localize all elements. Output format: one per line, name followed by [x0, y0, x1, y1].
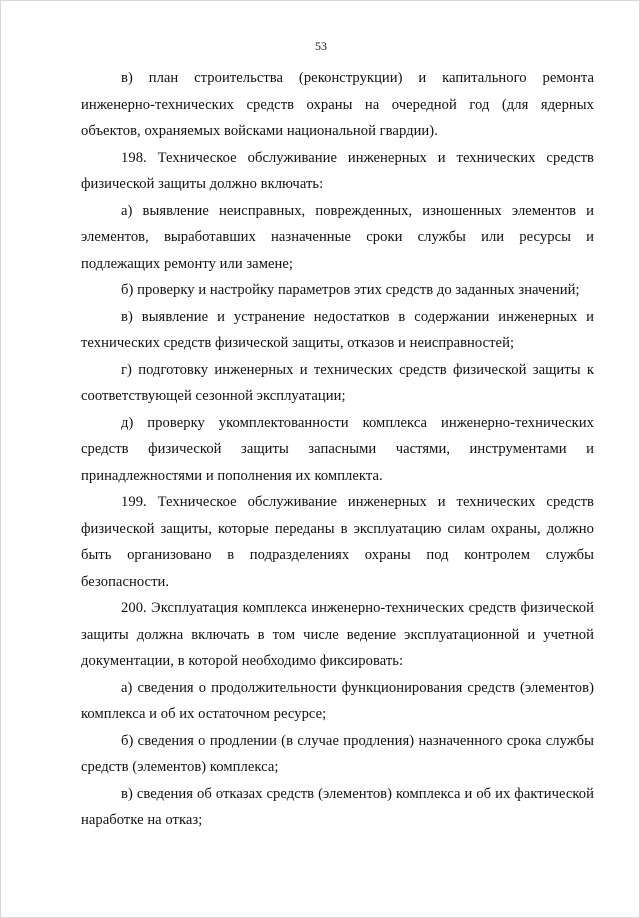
paragraph-198-a: а) выявление неисправных, поврежденных, изношенных элементов и элементов, выработавших назначенные сроки службы или ресурсы и подлежащих ремонту или замене; [81, 202, 594, 272]
paragraph-200-v: в) сведения об отказах средств (элементов) комплекса и об их фактической наработке на отказ; [81, 785, 594, 828]
paragraph-plan-construction: в) план строительства (реконструкции) и капитального ремонта инженерно-технических средств охраны на очередной год (для ядерных объектов, охраняемых войсками национальной гвардии). [81, 70, 594, 139]
paragraph-200-b: б) сведения о продлении (в случае продления) назначенного срока службы средств (элементов) комплекса; [81, 732, 594, 775]
page-number: 53 [315, 39, 327, 53]
paragraph-199: 199. Техническое обслуживание инженерных и технических средств физической защиты, которые переданы в эксплуатацию силам охраны, должно быть организовано в подразделениях охраны под контролем службы безопасности. [81, 494, 594, 590]
paragraph-200: 200. Эксплуатация комплекса инженерно-технических средств физической защиты должна включать в том числе ведение эксплуатационной и учетной документации, в которой необходимо фиксировать: [81, 600, 594, 669]
paragraph-198-v: в) выявление и устранение недостатков в содержании инженерных и технических средств физической защиты, отказов и неисправностей; [81, 308, 594, 351]
paragraph-198: 198. Техническое обслуживание инженерных и технических средств физической защиты должно включать: [81, 149, 594, 192]
paragraph-198-b: б) проверку и настройку параметров этих средств до заданных значений; [121, 282, 580, 298]
paragraph-200-a: а) сведения о продолжительности функционирования средств (элементов) комплекса и об их остаточном ресурсе; [81, 679, 594, 722]
paragraph-198-d: д) проверку укомплектованности комплекса инженерно-технических средств физической защиты запасными частями, инструментами и принадлежностями и пополнения их комплекта. [81, 414, 594, 484]
paragraph-198-g: г) подготовку инженерных и технических средств физической защиты к соответствующей сезонной эксплуатации; [81, 361, 594, 404]
document-body [81, 65, 594, 834]
